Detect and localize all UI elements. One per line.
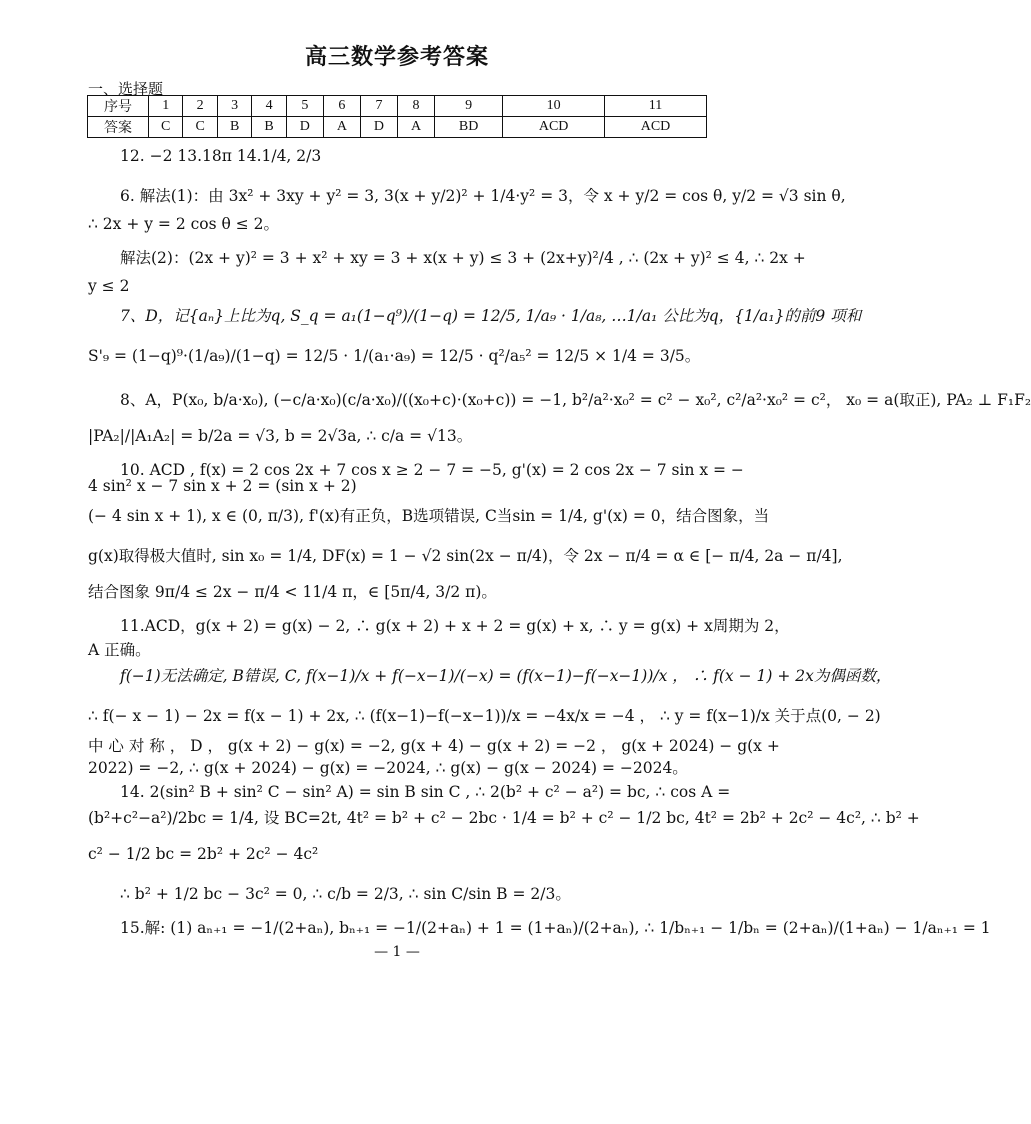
solution-6-line: y ≤ 2 — [88, 277, 130, 295]
solution-14-line: 14. 2(sin² B + sin² C − sin² A) = sin B sin C , ∴ 2(b² + c² − a²) = bc, ∴ cos A = — [120, 783, 731, 801]
solution-14-line: c² − 1/2 bc = 2b² + 2c² − 4c² — [88, 845, 319, 863]
table-cell: 5 — [286, 96, 323, 117]
answer-12-14: 12. −2 13.18π 14.1/4, 2/3 — [120, 147, 322, 165]
solution-11-line: 2022) = −2, ∴ g(x + 2024) − g(x) = −2024, ∴ g(x) − g(x − 2024) = −2024。 — [88, 759, 688, 777]
solution-11-line: A 正确。 — [88, 641, 151, 659]
table-cell: D — [286, 117, 323, 138]
solution-11-line: 中 心 对 称 ， D ， g(x + 2) − g(x) = −2, g(x + 4) − g(x + 2) = −2 ， g(x + 2024) − g(x + — [88, 737, 780, 755]
table-cell: ACD — [605, 117, 707, 138]
table-cell: 8 — [398, 96, 435, 117]
table-cell: 6 — [323, 96, 360, 117]
table-cell: 9 — [435, 96, 503, 117]
solution-10-line: (− 4 sin x + 1), x ∈ (0, π/3), f'(x)有正负，B选项错误, C当sin = 1/4, g'(x) = 0，结合图象，当 — [88, 507, 770, 525]
table-cell: 1 — [149, 96, 183, 117]
table-cell: D — [360, 117, 397, 138]
page-number: — 1 — — [374, 944, 420, 960]
row-label-number: 序号 — [88, 96, 149, 117]
table-cell: 2 — [183, 96, 217, 117]
table-row-numbers — [88, 96, 707, 117]
solution-8-line: |PA₂|/|A₁A₂| = b/2a = √3, b = 2√3a, ∴ c/a = √13。 — [88, 427, 473, 445]
table-cell: B — [217, 117, 251, 138]
table-cell: C — [149, 117, 183, 138]
solution-14-line: ∴ b² + 1/2 bc − 3c² = 0, ∴ c/b = 2/3, ∴ sin C/sin B = 2/3。 — [120, 885, 571, 903]
table-cell: 3 — [217, 96, 251, 117]
solution-10-line: g(x)取得极大值时, sin x₀ = 1/4, DF(x) = 1 − √2 sin(2x − π/4)，令 2x − π/4 = α ∈ [− π/4, 2a − π/4], — [88, 547, 843, 565]
solution-10-line: 结合图象 9π/4 ≤ 2x − π/4 < 11/4 π，∈ [5π/4, 3/2 π)。 — [88, 583, 497, 601]
table-cell: BD — [435, 117, 503, 138]
table-cell: 4 — [252, 96, 286, 117]
table-cell: 10 — [503, 96, 605, 117]
table-cell: C — [183, 117, 217, 138]
page-title: 高三数学参考答案 — [304, 45, 489, 70]
table-cell: A — [398, 117, 435, 138]
solution-15-line: 15.解: (1) aₙ₊₁ = −1/(2+aₙ), bₙ₊₁ = −1/(2+aₙ) + 1 = (1+aₙ)/(2+aₙ), ∴ 1/bₙ₊₁ − 1/bₙ = (2+aₙ)/(1+aₙ) − 1/aₙ₊₁ = 1 — [120, 919, 991, 937]
solution-7-line: S'₉ = (1−q)⁹·(1/a₉)/(1−q) = 12/5 · 1/(a₁·a₉) = 12/5 · q²/a₅² = 12/5 × 1/4 = 3/5。 — [88, 347, 701, 365]
row-label-answer: 答案 — [88, 117, 149, 138]
table-cell: 7 — [360, 96, 397, 117]
solution-14-line: (b²+c²−a²)/2bc = 1/4, 设 BC=2t, 4t² = b² + c² − 2bc · 1/4 = b² + c² − 1/2 bc, 4t² = 2b² + 2c² − 4c², ∴ b² + — [88, 809, 920, 827]
solution-10-line: 10. ACD , f(x) = 2 cos 2x + 7 cos x ≥ 2 − 7 = −5, g'(x) = 2 cos 2x − 7 sin x = − — [120, 461, 744, 479]
section-heading: 一、选择题 — [88, 80, 164, 98]
table-cell: ACD — [503, 117, 605, 138]
table-cell: A — [323, 117, 360, 138]
solution-11-line: ∴ f(− x − 1) − 2x = f(x − 1) + 2x, ∴ (f(x−1)−f(−x−1))/x = −4x/x = −4 ， ∴ y = f(x−1)/x 关于点(0, − 2) — [88, 707, 881, 725]
solution-11-line: 11.ACD，g(x + 2) = g(x) − 2, ∴ g(x + 2) + x + 2 = g(x) + x, ∴ y = g(x) + x周期为 2， — [120, 617, 790, 635]
solution-7-line: 7、D，记{aₙ}上比为q, S_q = a₁(1−q⁹)/(1−q) = 12/5, 1/a₉ · 1/a₈, …1/a₁ 公比为q，{1/a₁}的前9 项和 — [120, 307, 862, 325]
solution-8-line: 8、A，P(x₀, b/a·x₀), (−c/a·x₀)(c/a·x₀)/((x₀+c)·(x₀+c)) = −1, b²/a²·x₀² = c² − x₀², c²/a²·x₀² = c²， x₀ = a(取正), PA₂ ⊥ F₁F₂ — [120, 391, 1031, 409]
table-row-answers — [88, 117, 707, 138]
solution-10-line: 4 sin² x − 7 sin x + 2 = (sin x + 2) — [88, 477, 357, 495]
solution-6-line: 解法(2)：(2x + y)² = 3 + x² + xy = 3 + x(x + y) ≤ 3 + (2x+y)²/4 , ∴ (2x + y)² ≤ 4, ∴ 2x + — [120, 249, 806, 267]
solution-6-line: 6. 解法(1)：由 3x² + 3xy + y² = 3, 3(x + y/2)² + 1/4·y² = 3，令 x + y/2 = cos θ, y/2 = √3 sin θ, — [120, 187, 846, 205]
table-cell: 11 — [605, 96, 707, 117]
solution-6-line: ∴ 2x + y = 2 cos θ ≤ 2。 — [88, 215, 280, 233]
answer-table — [87, 95, 707, 138]
table-cell: B — [252, 117, 286, 138]
solution-11-line: f(−1)无法确定, B错误, C, f(x−1)/x + f(−x−1)/(−x) = (f(x−1)−f(−x−1))/x ， ∴ f(x − 1) + 2x为偶函数， — [120, 667, 892, 685]
